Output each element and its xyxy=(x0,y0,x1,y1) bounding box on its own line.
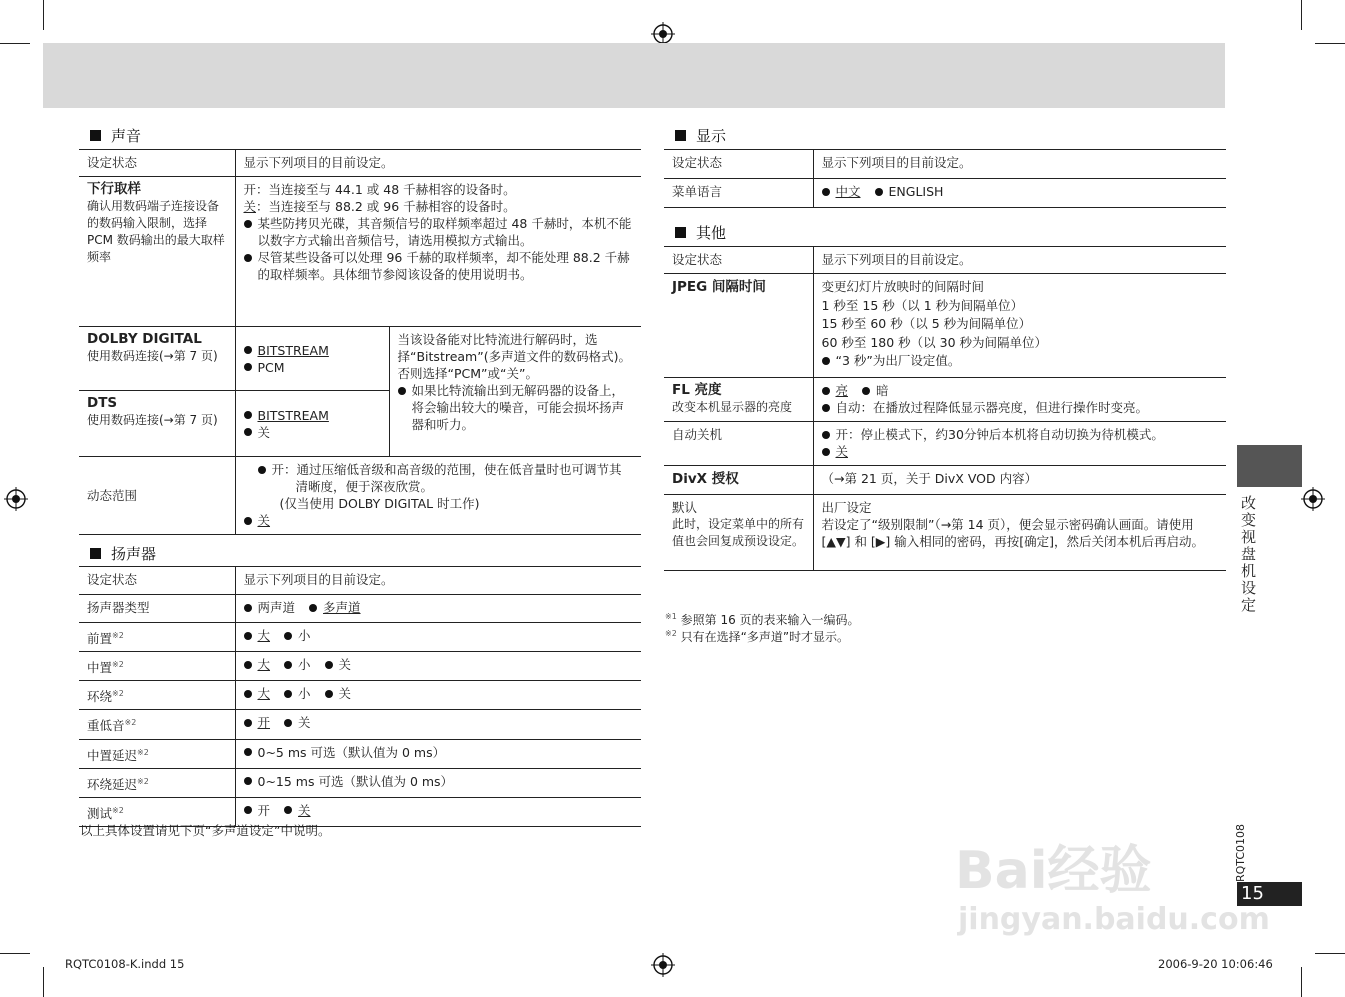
footnote-1: $^{※1}$ 参照第 16 页的表来输入一编码。 xyxy=(665,612,860,627)
section-heading-display xyxy=(675,125,726,146)
row-label: 扬声器类型 xyxy=(79,595,235,623)
footnote-2: $^{※2}$ 只有在选择“多声道”时才显示。 xyxy=(665,629,850,644)
chapter-title: 改变视盘机设定 xyxy=(1239,495,1257,614)
bullet-icon xyxy=(244,411,252,419)
row-label: 重低音$^{※2}$ xyxy=(79,710,235,739)
bullet-icon xyxy=(258,466,266,474)
bullet-icon xyxy=(822,357,830,365)
option-item: BITSTREAM xyxy=(244,407,381,424)
page-number: 15 xyxy=(1237,882,1302,906)
row-value xyxy=(235,457,641,535)
row-value xyxy=(813,422,1226,466)
bullet-icon xyxy=(244,777,252,785)
table-row xyxy=(79,710,641,739)
option-item: 关 xyxy=(822,443,1219,460)
bullet-icon xyxy=(244,428,252,436)
table-row xyxy=(664,247,1226,274)
crop-mark xyxy=(43,967,44,997)
registration-mark-icon xyxy=(1301,487,1325,511)
row-label: FL 亮度 改变本机显示器的亮度 xyxy=(664,378,813,422)
row-value xyxy=(813,378,1226,422)
bullet-icon xyxy=(325,690,333,698)
table-row xyxy=(79,681,641,710)
bullet-icon xyxy=(309,604,317,612)
crop-mark xyxy=(0,43,30,44)
section-title: 声音 xyxy=(111,127,142,145)
table-row xyxy=(79,177,641,327)
dts-options xyxy=(235,391,389,457)
table-row xyxy=(664,274,1226,378)
chapter-tab xyxy=(1237,445,1302,487)
table-row xyxy=(664,150,1226,179)
section-heading-other xyxy=(675,222,726,243)
bullet-icon xyxy=(822,188,830,196)
bullet-icon xyxy=(822,431,830,439)
table-row xyxy=(664,466,1226,495)
row-label: DivX 授权 xyxy=(664,466,813,495)
row-label: 设定状态 xyxy=(79,150,235,177)
bullet-icon xyxy=(284,661,292,669)
row-value: 两声道 多声道 xyxy=(235,595,641,623)
bullet-icon xyxy=(244,719,252,727)
row-value: 大 小 关 xyxy=(235,681,641,710)
bullet-icon xyxy=(822,448,830,456)
table-row xyxy=(79,652,641,681)
bullet-icon xyxy=(244,220,252,228)
row-value: 出厂设定 若设定了“级别限制”（→第 14 页），便会显示密码确认画面。请使用 [▲▼] 和 [▶] 输入相同的密码，再按[确定]，然后关闭本机后再启动。 xyxy=(813,495,1226,571)
table-row xyxy=(79,150,641,177)
section-title: 显示 xyxy=(696,127,727,145)
option-item: 关 xyxy=(244,424,381,441)
option-item: 自动：在播放过程降低显示器亮度，但进行操作时变亮。 xyxy=(822,399,1219,416)
row-label: 设定状态 xyxy=(664,247,813,274)
crop-mark xyxy=(0,953,30,954)
bullet-icon xyxy=(244,806,252,814)
display-table xyxy=(664,149,1226,208)
bullet-icon xyxy=(284,806,292,814)
row-value: 0~15 ms 可选（默认值为 0 ms） xyxy=(235,768,641,797)
table-row xyxy=(79,327,641,391)
off-label: 关 xyxy=(243,199,257,214)
row-value: 中文 ENGLISH xyxy=(813,179,1226,208)
downsample-off xyxy=(244,198,634,215)
table-row xyxy=(79,768,641,797)
crop-mark xyxy=(1315,953,1345,954)
bullet-icon xyxy=(244,517,252,525)
bullet-icon xyxy=(244,346,252,354)
off-text: ：当连接至与 88.2 或 96 千赫相容的设备时。 xyxy=(256,199,516,214)
watermark-logo: Bai经验 xyxy=(955,841,1152,901)
bullet-icon xyxy=(398,387,406,395)
bitstream-note-cell xyxy=(389,327,641,457)
table-row xyxy=(664,179,1226,208)
row-label xyxy=(79,391,235,457)
bullet-icon xyxy=(244,748,252,756)
row-value: 显示下列项目的目前设定。 xyxy=(813,247,1226,274)
registration-mark-icon xyxy=(4,487,28,511)
list-item: “3 秒”为出厂设定值。 xyxy=(822,352,1219,371)
bullet-icon xyxy=(244,363,252,371)
table-row xyxy=(79,567,641,595)
row-value: 显示下列项目的目前设定。 xyxy=(235,567,641,595)
row-label: 设定状态 xyxy=(79,567,235,595)
downsample-desc: 确认用数码端子连接设备的数码输入限制，选择 PCM 数码输出的最大取样频率 xyxy=(87,199,225,264)
row-label: 环绕延迟$^{※2}$ xyxy=(79,768,235,797)
section-heading-sound xyxy=(90,125,141,146)
bullet-icon xyxy=(862,387,870,395)
row-value xyxy=(235,177,641,327)
row-label: JPEG 间隔时间 xyxy=(664,274,813,378)
bullet-icon xyxy=(284,719,292,727)
row-label: 设定状态 xyxy=(664,150,813,179)
row-label: 前置$^{※2}$ xyxy=(79,623,235,652)
option-item: 亮 暗 xyxy=(822,382,1219,399)
row-label: 环绕$^{※2}$ xyxy=(79,681,235,710)
sound-table xyxy=(79,149,641,535)
dts-desc: 使用数码连接(→第 7 页) xyxy=(87,413,218,427)
table-row xyxy=(79,623,641,652)
row-label: 菜单语言 xyxy=(664,179,813,208)
table-row xyxy=(664,495,1226,571)
doc-code: RQTC0108 xyxy=(1234,823,1247,882)
bullet-icon xyxy=(244,632,252,640)
downsample-on: 开：当连接至与 44.1 或 48 千赫相容的设备时。 xyxy=(243,182,516,197)
speaker-footer-note: 以上具体设置请见下页“多声道设定”中说明。 xyxy=(80,823,331,838)
table-row xyxy=(664,422,1226,466)
bullet-icon xyxy=(244,661,252,669)
option-item: PCM xyxy=(244,359,381,376)
square-bullet-icon xyxy=(90,130,101,141)
bullet-icon xyxy=(244,690,252,698)
list-item: 某些防拷贝光碟，其音频信号的取样频率超过 48 千赫时，本机不能以数字方式输出音频信号，请选用模拟方式输出。 xyxy=(244,215,634,249)
downsample-title: 下行取样 xyxy=(87,181,141,197)
square-bullet-icon xyxy=(675,130,686,141)
dolby-title: DOLBY DIGITAL xyxy=(87,331,202,347)
row-label: 中置$^{※2}$ xyxy=(79,652,235,681)
row-value: 显示下列项目的目前设定。 xyxy=(813,150,1226,179)
bitstream-note: 当该设备能对比特流进行解码时，选择“Bitstream”(多声道文件的数码格式)。否则选择“PCM”或“关”。 xyxy=(397,332,631,381)
section-title: 扬声器 xyxy=(111,545,157,563)
bullet-icon xyxy=(822,404,830,412)
section-title: 其他 xyxy=(696,224,727,242)
row-label xyxy=(79,327,235,391)
print-footer-left: RQTC0108-K.indd 15 xyxy=(65,957,185,971)
table-row xyxy=(79,739,641,768)
bullet-icon xyxy=(244,604,252,612)
watermark-url: jingyan.baidu.com xyxy=(958,902,1270,937)
bullet-icon xyxy=(244,254,252,262)
row-label: 自动关机 xyxy=(664,422,813,466)
drc-note: (仅当使用 DOLBY DIGITAL 时工作) xyxy=(279,496,480,511)
row-label: 动态范围 xyxy=(79,457,235,535)
crop-mark xyxy=(43,0,44,30)
square-bullet-icon xyxy=(90,548,101,559)
square-bullet-icon xyxy=(675,227,686,238)
row-value: 开 关 xyxy=(235,797,641,826)
table-row xyxy=(79,595,641,623)
option-item: BITSTREAM xyxy=(244,342,381,359)
row-label xyxy=(79,177,235,327)
row-label: 默认 此时，设定菜单中的所有值也会回复成预设设定。 xyxy=(664,495,813,571)
row-value: 显示下列项目的目前设定。 xyxy=(235,150,641,177)
row-value: 开 关 xyxy=(235,710,641,739)
bullet-icon xyxy=(875,188,883,196)
table-row xyxy=(664,378,1226,422)
row-value: （→第 21 页，关于 DivX VOD 内容） xyxy=(813,466,1226,495)
row-value: 大 小 关 xyxy=(235,652,641,681)
bullet-icon xyxy=(284,690,292,698)
option-item: 开：停止模式下，约30分钟后本机将自动切换为待机模式。 xyxy=(822,426,1219,443)
list-item: 如果比特流输出到无解码器的设备上，将会输出较大的噪音，可能会损坏扬声器和听力。 xyxy=(398,382,634,433)
table-row xyxy=(79,457,641,535)
bullet-icon xyxy=(822,387,830,395)
registration-mark-icon xyxy=(651,953,675,977)
dts-title: DTS xyxy=(87,395,118,411)
crop-mark xyxy=(1301,967,1302,997)
dolby-desc: 使用数码连接(→第 7 页) xyxy=(87,349,218,363)
dolby-options xyxy=(235,327,389,391)
row-label: 中置延迟$^{※2}$ xyxy=(79,739,235,768)
section-heading-speaker xyxy=(90,543,156,564)
speaker-table xyxy=(79,566,641,827)
option-item: 关 xyxy=(244,512,634,529)
bullet-icon xyxy=(284,632,292,640)
crop-mark xyxy=(1315,43,1345,44)
list-item: 开：通过压缩低音级和高音级的范围，使在低音量时也可调节其清晰度，便于深夜欣赏。 xyxy=(244,461,634,495)
other-table xyxy=(664,246,1226,571)
header-band xyxy=(43,43,1225,108)
bullet-icon xyxy=(325,661,333,669)
row-label: 测试$^{※2}$ xyxy=(79,797,235,826)
crop-mark xyxy=(1301,0,1302,30)
print-footer-right: 2006-9-20 10:06:46 xyxy=(1158,957,1273,971)
row-value: 大 小 xyxy=(235,623,641,652)
row-value: 0~5 ms 可选（默认值为 0 ms） xyxy=(235,739,641,768)
row-value: 变更幻灯片放映时的间隔时间 1 秒至 15 秒（以 1 秒为间隔单位） 15 秒至 60 秒（以 5 秒为间隔单位） 60 秒至 180 秒（以 30 秒为间隔单位） “3 秒”为出厂设定值。 xyxy=(813,274,1226,378)
list-item: 尽管某些设备可以处理 96 千赫的取样频率，却不能处理 88.2 千赫的取样频率。具体细节参阅该设备的使用说明书。 xyxy=(244,249,634,283)
